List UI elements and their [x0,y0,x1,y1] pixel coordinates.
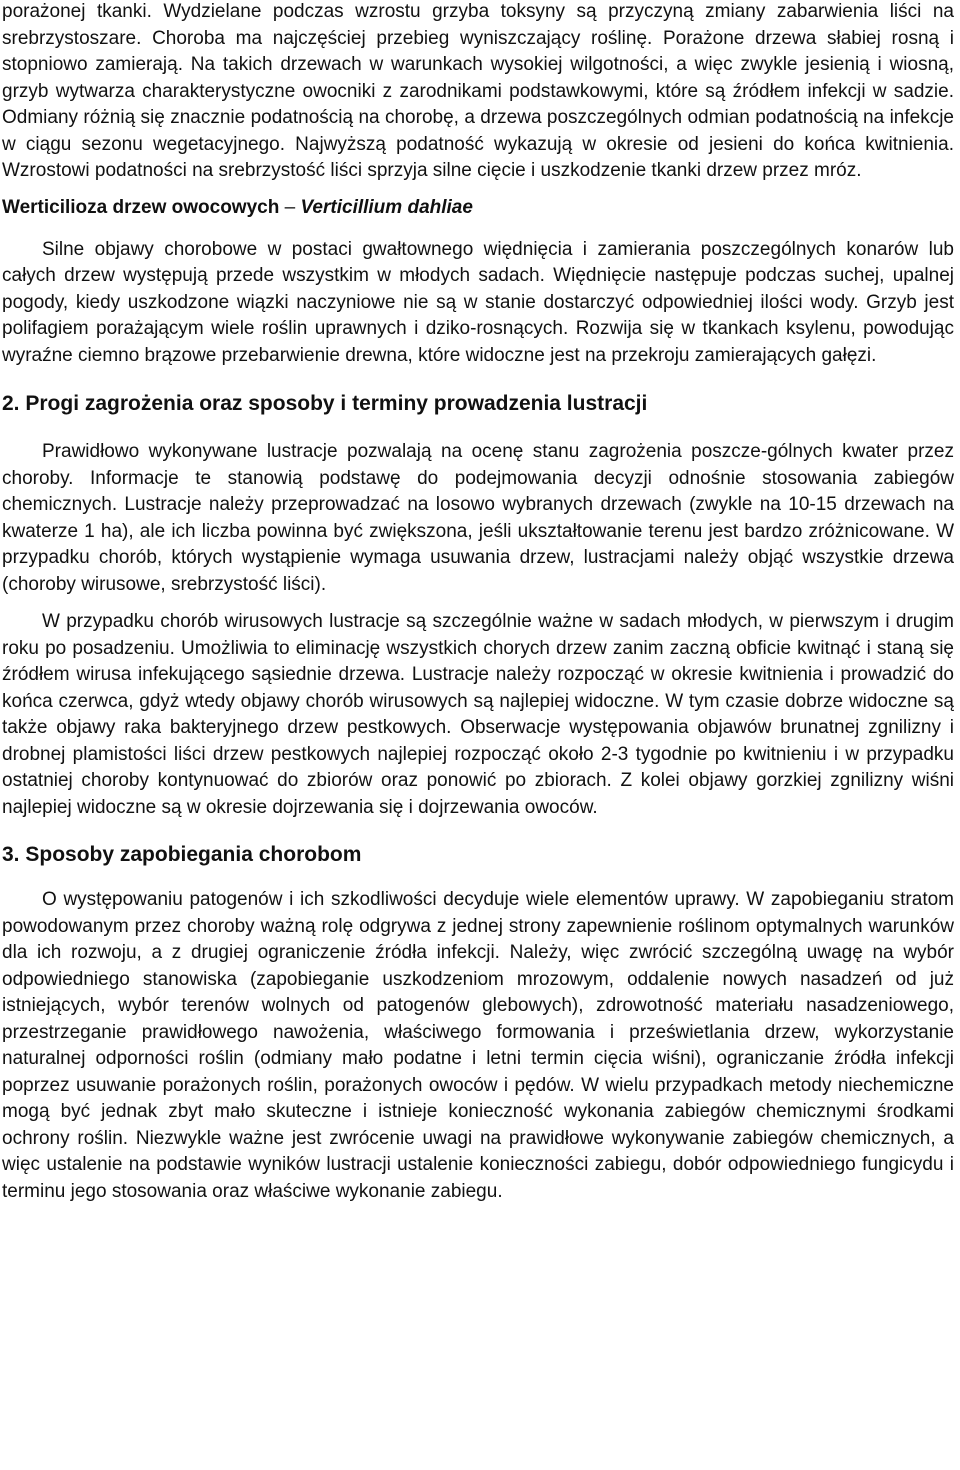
section-2-title: Progi zagrożenia oraz sposoby i terminy prowadzenia lustracji [25,392,648,415]
intro-paragraph: porażonej tkanki. Wydzielane podczas wzrostu grzyba toksyny są przyczyną zmiany zabarwienia liści na srebrzystoszare. Choroba ma najczęściej przebieg wyniszczający roślinę. Porażone drzewa słabiej rosną i stopniowo zamierają. Na takich drzewach w warunkach wysokiej wilgotności, a więc zwykle jesienią i wiosną, grzyb wytwarza charakterystyczne owocniki z zarodnikami podstawkowymi, które są źródłem infekcji w sadzie. Odmiany różnią się znacznie podatnością na chorobę, a drzewa poszczególnych odmian podatnością na infekcje w ciągu sezonu wegetacyjnego. Najwyższą podatność wykazują w okresie od jesieni do końca kwitnienia. Wzrostowi podatności na srebrzystość liści sprzyja silne cięcie i uszkodzenie tkanki drzew przez mróz. [2,1,954,181]
section-3-number: 3. [2,843,20,866]
section-2-paragraph-1: Prawidłowo wykonywane lustracje pozwalają na ocenę stanu zagrożenia poszcze-gólnych kwater przez choroby. Informacje te stanowią podstawę do podejmowania decyzji odnośnie stosowania zabiegów chemicznych. Lustracje należy przeprowadzać na losowo wybranych drzewach (zwykle na 10-15 drzewach na kwaterze 1 ha), ale ich liczba powinna być zwiększona, jeśli ukształtowanie terenu jest bardzo zróżnicowane. W przypadku chorób, których wystąpienie wymaga usuwania drzew, lustracjami należy objąć wszystkie drzewa (choroby wirusowe, srebrzystość liści). [2,441,954,595]
verticillium-subheading [2,195,954,221]
section-2-heading [2,390,954,418]
disease-name: Werticilioza drzew owocowych [2,196,280,218]
section-2-number: 2. [2,392,20,415]
section-3-title: Sposoby zapobiegania chorobom [25,843,362,866]
latin-name: Verticillium dahliae [300,196,473,218]
dash: – [284,196,296,218]
section-3-heading [2,841,954,869]
section-3-paragraph-1: O występowaniu patogenów i ich szkodliwości decyduje wiele elementów uprawy. W zapobieganiu stratom powodowanym przez choroby ważną rolę odgrywa z jednej strony zapewnienie roślinom optymalnych warunków dla ich rozwoju, a z drugiej ograniczenie źródła infekcji. Należy, więc zwrócić szczególną uwagę na wybór odpowiedniego stanowiska (zapobieganie uszkodzeniom mrozowym, oddalenie nowych nasadzeń od już istniejących, wybór terenów wolnych od patogenów glebowych), zdrowotność materiału nasadzeniowego, przestrzeganie prawidłowego nawożenia, właściwego formowania i prześwietlania drzew, wykorzystanie naturalnej odporności roślin (odmiany mało podatne i letni termin cięcia wiśni), ograniczanie źródła infekcji poprzez usuwanie porażonych roślin, porażonych owoców i pędów. W wielu przypadkach metody niechemiczne mogą być jednak zbyt mało skuteczne i istnieje konieczność wykonania zabiegów chemicznymi środkami ochrony roślin. Niezwykle ważne jest zwrócenie uwagi na prawidłowe wykonywanie zabiegów chemicznych, a więc ustalenie na podstawie wyników lustracji ustalenie konieczności zabiegu, dobór odpowiedniego fungicydu i terminu jego stosowania oraz właściwe wykonanie zabiegu. [2,889,954,1202]
verticillium-paragraph: Silne objawy chorobowe w postaci gwałtownego więdnięcia i zamierania poszczególnych konarów lub całych drzew występują przede wszystkim w młodych sadach. Więdnięcie następuje podczas suchej, upalnej pogody, kiedy uszkodzone wiązki naczyniowe nie są w stanie dostarczyć odpowiedniej ilości wody. Grzyb jest polifagiem porażającym wiele roślin uprawnych i dziko-rosnących. Rozwija się w tkankach ksylenu, powodując wyraźne ciemno brązowe przebarwienie drewna, które widoczne jest na przekroju zamierających gałęzi. [2,238,954,366]
section-2-paragraph-2: W przypadku chorób wirusowych lustracje są szczególnie ważne w sadach młodych, w pierwszym i drugim roku po posadzeniu. Umożliwia to eliminację wszystkich chorych drzew zanim zaczną obficie kwitnąć i staną się źródłem wirusa infekującego sąsiednie drzewa. Lustracje należy rozpocząć w okresie kwitnienia i prowadzić do końca czerwca, gdyż wtedy objawy chorób wirusowych są najlepiej widoczne. W tym czasie dobrze widoczne są także objawy raka bakteryjnego drzew pestkowych. Obserwacje występowania objawów brunatnej zgnilizny i drobnej plamistości liści drzew pestkowych najlepiej rozpocząć około 2-3 tygodnie po kwitnieniu i w przypadku ostatniej choroby kontynuować do zbiorów oraz ponowić po zbiorach. Z kolei objawy gorzkiej zgnilizny wiśni najlepiej widoczne są w okresie dojrzewania się i dojrzewania owoców. [2,611,954,818]
